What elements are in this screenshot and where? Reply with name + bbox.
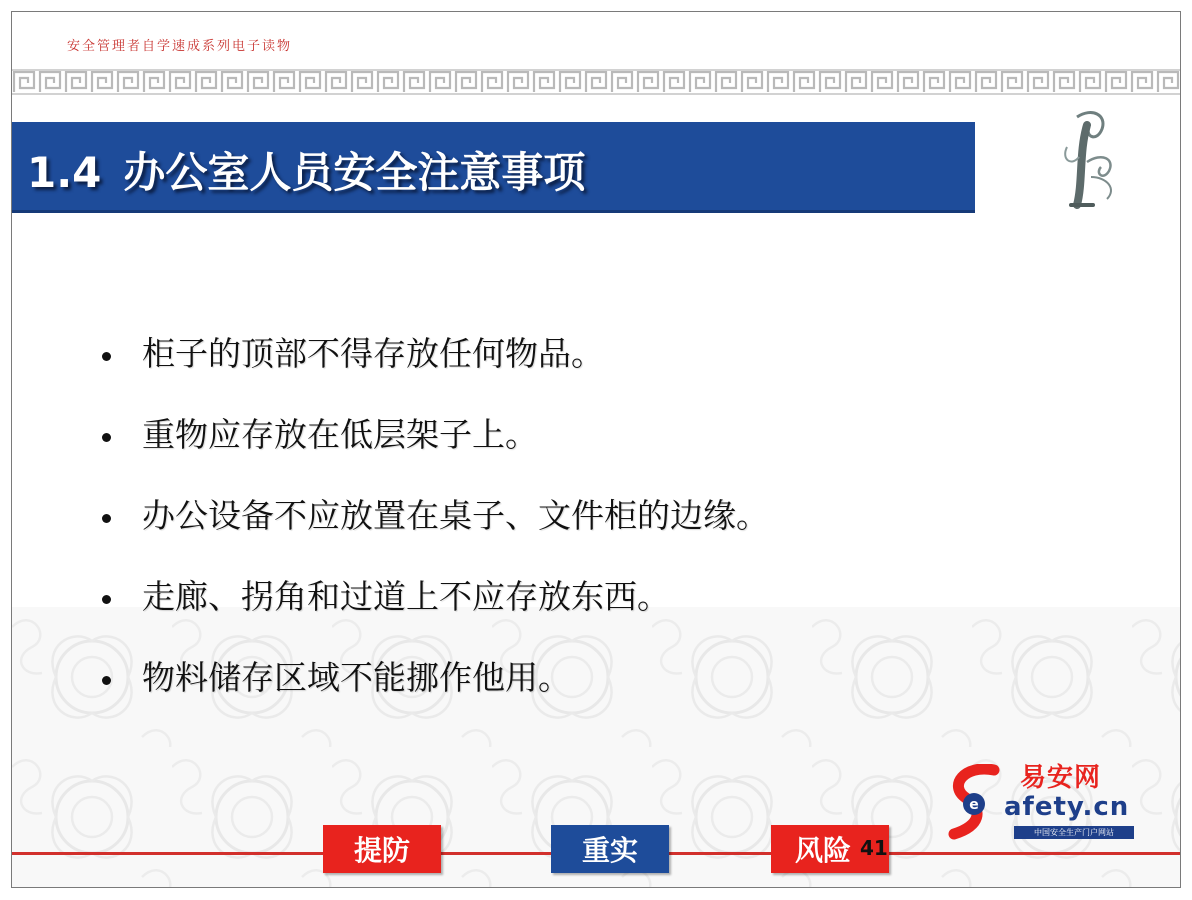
logo-tagline: 中国安全生产门户网站 xyxy=(1014,826,1134,839)
bullet-icon xyxy=(102,514,111,523)
bullet-text: 办公设备不应放置在桌子、文件柜的边缘。 xyxy=(142,496,769,535)
title-number: 1.4 xyxy=(27,148,102,197)
bullet-text: 物料储存区域不能挪作他用。 xyxy=(142,658,571,697)
title-bar xyxy=(12,122,975,213)
title-text: 办公室人员安全注意事项 xyxy=(123,148,586,197)
bullet-text: 重物应存放在低层架子上。 xyxy=(142,415,538,454)
bullet-list xyxy=(102,330,769,735)
slide xyxy=(11,11,1181,888)
logo-name-cn: 易安网 xyxy=(1020,763,1102,793)
ornamental-letter-icon xyxy=(1057,107,1127,217)
bullet-icon xyxy=(102,676,111,685)
list-item xyxy=(102,330,769,411)
bullet-text: 柜子的顶部不得存放任何物品。 xyxy=(142,334,604,373)
logo-name-en: afety.cn xyxy=(1004,792,1130,822)
bullet-icon xyxy=(102,352,111,361)
bullet-icon xyxy=(102,433,111,442)
list-item xyxy=(102,573,769,654)
list-item xyxy=(102,654,769,735)
greek-key-border xyxy=(12,69,1180,95)
list-item xyxy=(102,492,769,573)
bullet-icon xyxy=(102,595,111,604)
tag-beware: 提防 xyxy=(323,825,441,873)
list-item xyxy=(102,411,769,492)
logo xyxy=(942,752,1142,842)
page-title xyxy=(27,140,585,200)
page-number: 41 xyxy=(860,836,888,860)
bullet-text: 走廊、拐角和过道上不应存放东西。 xyxy=(142,577,670,616)
logo-mark-icon xyxy=(944,764,1006,842)
svg-text:e: e xyxy=(969,797,979,813)
tag-emphasize: 重实 xyxy=(551,825,669,873)
series-title: 安全管理者自学速成系列电子读物 xyxy=(67,39,293,54)
tag-risk: 风险 xyxy=(771,825,889,873)
